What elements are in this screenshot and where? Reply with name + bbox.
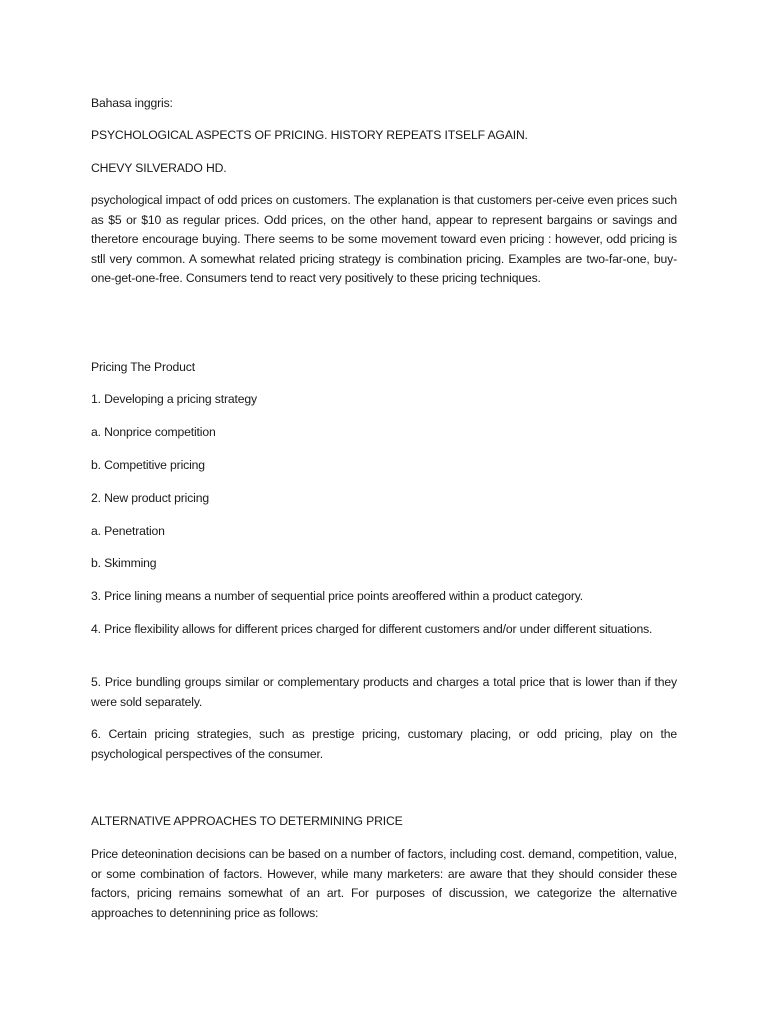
- heading-psychological-aspects: PSYCHOLOGICAL ASPECTS OF PRICING. HISTORY REPEATS ITSELF AGAIN.: [91, 128, 528, 142]
- list-item: a. Nonprice competition: [91, 425, 216, 439]
- paragraph-price-bundling: 5. Price bundling groups similar or complementary products and charges a total price that is lower than if they were sold separately.: [91, 675, 677, 709]
- heading-chevy-silverado: CHEVY SILVERADO HD.: [91, 161, 227, 175]
- list-item: b. Competitive pricing: [91, 458, 205, 472]
- intro-paragraph: psychological impact of odd prices on customers. The explanation is that customers per-ceive even prices such as $5 or $10 as regular prices. Odd prices, on the other hand, appear to represent bargains or savings and theretore encourage buying. There seems to be some movement toward even pricing : however, odd pricing is stll very common. A somewhat related pricing strategy is combination pricing. Examples are two-far-one, buy-one-get-one-free. Consumers tend to react very positively to these pricing techniques.: [91, 193, 677, 286]
- closing-paragraph: Price deteonination decisions can be based on a number of factors, including cost. demand, competition, value, or some combination of factors. However, while many marketers: are aware that they should consider these factors, pricing remains somewhat of an art. For purposes of discussion, we categorize the alternative approaches to detennining price as follows:: [91, 847, 677, 920]
- list-item: 3. Price lining means a number of sequential price points areoffered within a product category.: [91, 589, 584, 603]
- paragraph-pricing-strategies: 6. Certain pricing strategies, such as prestige pricing, customary placing, or odd pricing, play on the psychological perspectives of the consumer.: [91, 727, 677, 761]
- list-item: a. Penetration: [91, 524, 165, 538]
- section-title-pricing-product: Pricing The Product: [91, 360, 195, 374]
- section-title-alternative-approaches: ALTERNATIVE APPROACHES TO DETERMINING PRICE: [91, 814, 403, 828]
- paragraph-price-flexibility: 4. Price flexibility allows for different prices charged for different customers and/or under different situations.: [91, 622, 653, 636]
- document-label: Bahasa inggris:: [91, 96, 173, 110]
- list-item: 1. Developing a pricing strategy: [91, 392, 257, 406]
- list-item: b. Skimming: [91, 556, 157, 570]
- list-item: 2. New product pricing: [91, 491, 209, 505]
